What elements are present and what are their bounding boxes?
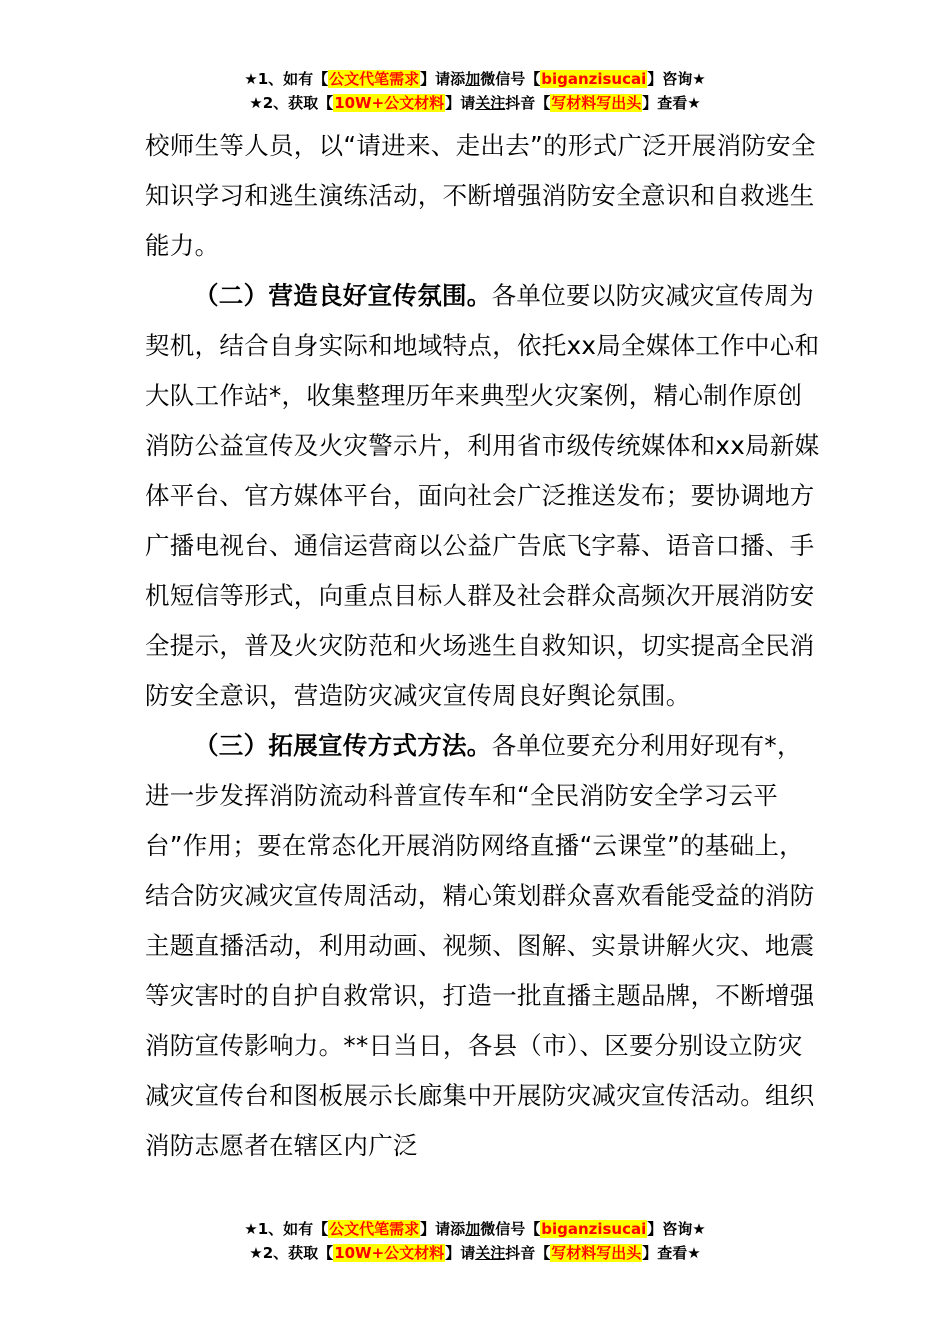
top-banner [0, 67, 950, 115]
section-heading: （二）营造良好宣传氛围。 [194, 281, 492, 310]
section-heading: （三）拓展宣传方式方法。 [194, 731, 492, 760]
banner-douyin-id: 写材料写出头 [551, 94, 642, 112]
banner-wechat-id: biganzisucai [541, 70, 647, 88]
banner-line-1: ★1、如有【公文代笔需求】请添加微信号【biganzisucai】咨询★ [244, 1220, 706, 1238]
banner-highlight: 10W+公文材料 [334, 94, 445, 112]
banner-highlight: 公文代笔需求 [329, 1220, 420, 1238]
bottom-banner [0, 1217, 950, 1265]
banner-highlight: 10W+公文材料 [334, 1244, 445, 1262]
banner-line-1: ★1、如有【公文代笔需求】请添加微信号【biganzisucai】咨询★ [244, 70, 706, 88]
document-body [145, 121, 820, 1171]
paragraph-2: （二）营造良好宣传氛围。各单位要以防灾减灾宣传周为契机，结合自身实际和地域特点，依托xx局全媒体工作中心和大队工作站*，收集整理历年来典型火灾案例，精心制作原创消防公益宣传及火灾警示片，利用省市级传统媒体和xx局新媒体平台、官方媒体平台，面向社会广泛推送发布；要协调地方广播电视台、通信运营商以公益广告底飞字幕、语音口播、手机短信等形式，向重点目标人群及社会群众高频次开展消防安全提示，普及火灾防范和火场逃生自救知识，切实提高全民消防安全意识，营造防灾减灾宣传周良好舆论氛围。 [145, 281, 820, 710]
banner-line-2: ★2、获取【10W+公文材料】请关注抖音【写材料写出头】查看★ [249, 1244, 701, 1262]
banner-wechat-id: biganzisucai [541, 1220, 647, 1238]
banner-line-2: ★2、获取【10W+公文材料】请关注抖音【写材料写出头】查看★ [249, 94, 701, 112]
banner-douyin-id: 写材料写出头 [551, 1244, 642, 1262]
paragraph-continued: 校师生等人员，以“请进来、走出去”的形式广泛开展消防安全知识学习和逃生演练活动，不断增强消防安全意识和自救逃生能力。 [145, 131, 816, 260]
paragraph-3: （三）拓展宣传方式方法。各单位要充分利用好现有*，进一步发挥消防流动科普宣传车和“全民消防安全学习云平台”作用；要在常态化开展消防网络直播“云课堂”的基础上，结合防灾减灾宣传周活动，精心策划群众喜欢看能受益的消防主题直播活动，利用动画、视频、图解、实景讲解火灾、地震等灾害时的自护自救常识，打造一批直播主题品牌，不断增强消防宣传影响力。**日当日，各县（市）、区要分别设立防灾减灾宣传台和图板展示长廊集中开展防灾减灾宣传活动。组织消防志愿者在辖区内广泛 [145, 731, 815, 1160]
banner-highlight: 公文代笔需求 [329, 70, 420, 88]
